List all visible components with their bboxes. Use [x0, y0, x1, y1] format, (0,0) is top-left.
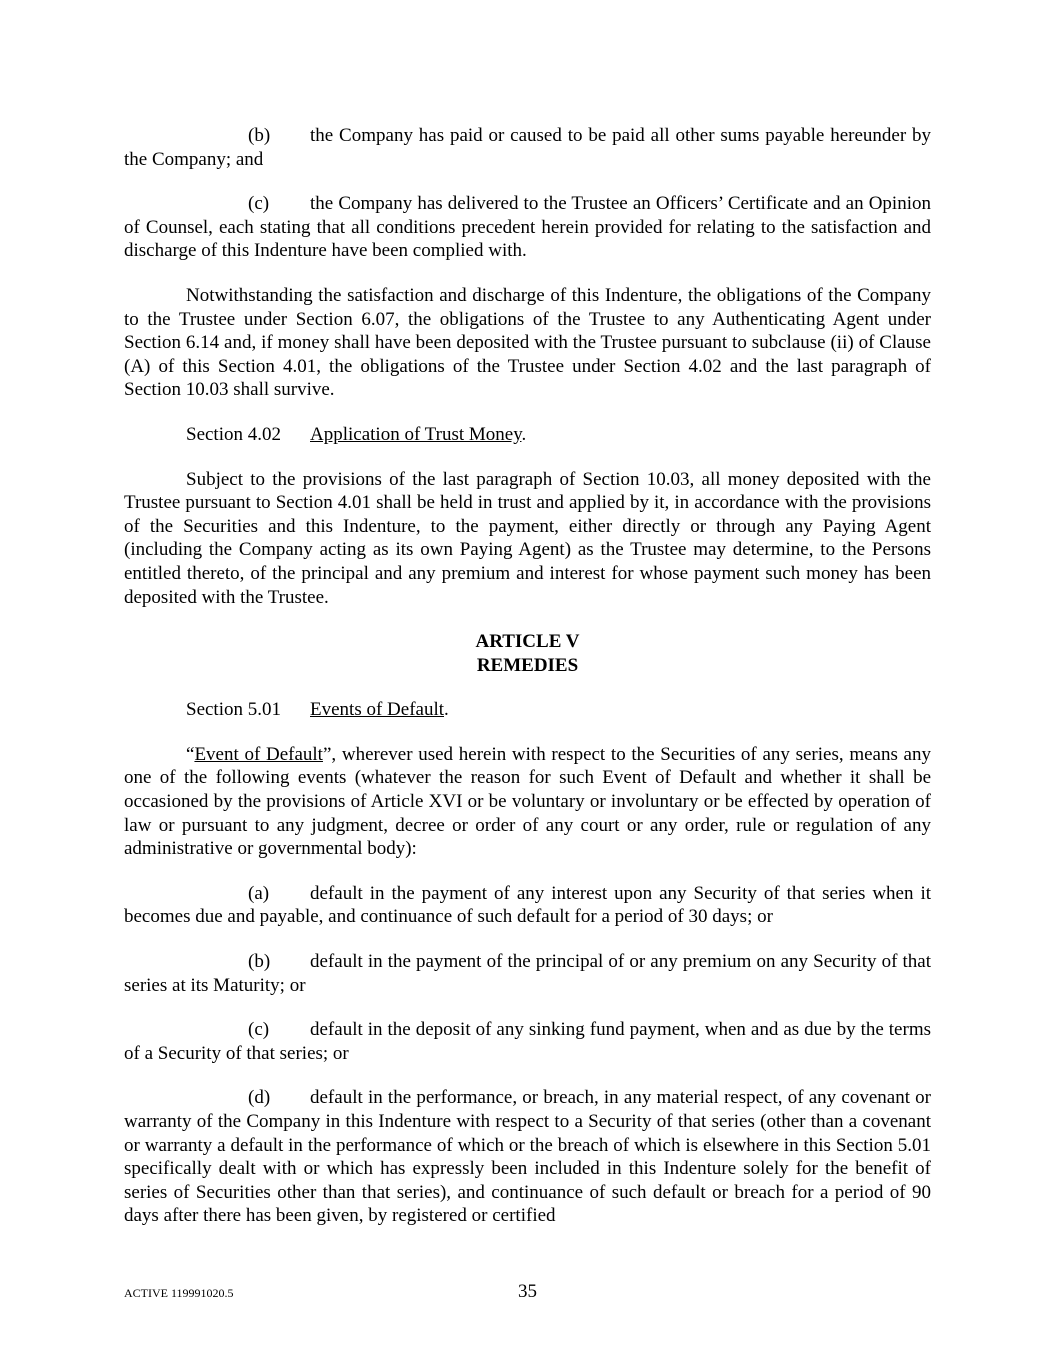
footer-document-id: ACTIVE 119991020.5 — [124, 1286, 234, 1300]
section-number: Section 4.02 — [186, 423, 281, 445]
clause-text: default in the deposit of any sinking fund payment, when and as due by the terms of a Security of that series; or — [124, 1019, 931, 1064]
clause-label: (d) — [248, 1087, 271, 1109]
defined-term: Event of Default — [194, 743, 323, 765]
section-title: Application of Trust Money — [310, 423, 522, 445]
clause-text: default in the payment of any interest upon any Security of that series when it becomes due and payable, and continuance of such default for a period of 30 days; or — [124, 882, 931, 928]
section-heading-5-01 — [124, 698, 931, 722]
section-title-period: . — [444, 699, 449, 721]
clause-b-principal-default — [124, 950, 931, 997]
section-number: Section 5.01 — [186, 699, 281, 721]
clause-d-covenant-breach — [124, 1086, 931, 1228]
section-title-period: . — [521, 423, 527, 445]
paragraph-trust-money: Subject to the provisions of the last paragraph of Section 10.03, all money deposited with the Trustee pursuant to Section 4.01 shall be held in trust and applied by it, in accordance with the provisions of the Securities and this Indenture, to the payment, either directly or through any Paying Agent (including the Company acting as its own Paying Agent) as the Trustee may determine, to the Persons entitled thereto, of the principal and any premium and interest for whose payment such money has been deposited with the Trustee. — [124, 468, 931, 608]
section-title: Events of Default — [310, 699, 445, 721]
clause-text: the Company has paid or caused to be paid all other sums payable hereunder by the Company; and — [124, 125, 931, 170]
clause-a-interest-default — [124, 882, 931, 929]
clause-text: the Company has delivered to the Trustee an Officers’ Certificate and an Opinion of Counsel, each stating that all conditions precedent herein provided for relating to the satisfaction and discharge of this Indenture have been complied with. — [124, 193, 931, 262]
clause-text: default in the performance, or breach, in any material respect, of any covenant or warranty of the Company in this Indenture with respect to a Security of that series (other than a covenant or warranty a default in the performance of which or the breach of which is elsewhere in this Section 5.01 specifically dealt with or which has expressly been included in this Indenture solely for the benefit of series of Securities other than that series), and continuance of such default or breach for a period of 90 days after there has been given, by registered or certified — [124, 1087, 931, 1227]
clause-label: (b) — [248, 125, 271, 146]
clause-text: default in the payment of the principal of or any premium on any Security of that series at its Maturity; or — [124, 951, 931, 996]
page-number: 35 — [518, 1281, 537, 1302]
clause-c-sinking-fund-default — [124, 1018, 931, 1065]
article-heading — [124, 630, 931, 677]
clause-label: (b) — [248, 951, 271, 973]
paragraph-notwithstanding: Notwithstanding the satisfaction and discharge of this Indenture, the obligations of the Company to the Trustee under Section 6.07, the obligations of the Trustee to any Authenticating Agent under Section 6.14 and, if money shall have been deposited with the Trustee pursuant to subclause (ii) of Clause (A) of this Section 4.01, the obligations of the Trustee under Section 4.02 and the last paragraph of Section 10.03 shall survive. — [124, 284, 931, 401]
clause-label: (c) — [248, 193, 270, 215]
open-quote: “ — [186, 743, 195, 765]
paragraph-event-of-default-definition — [124, 743, 931, 861]
clause-label: (a) — [248, 882, 270, 904]
article-number: ARTICLE V — [475, 631, 580, 653]
section-heading-4-02 — [124, 423, 931, 447]
clause-c-officers-certificate — [124, 192, 931, 263]
definition-text: ”, wherever used herein with respect to the Securities of any series, means any one of the following events (whatever the reason for such Event of Default and whether it shall be occasioned by the provisions of Article XVI or be voluntary or involuntary or be effected by operation of law or pursuant to any judgment, decree or order of any court or any order, rule or regulation of any administrative or governmental body): — [124, 743, 931, 860]
article-title: REMEDIES — [476, 654, 579, 676]
document-body — [124, 124, 931, 1249]
clause-b-sums-payable — [124, 124, 931, 171]
clause-label: (c) — [248, 1019, 270, 1041]
